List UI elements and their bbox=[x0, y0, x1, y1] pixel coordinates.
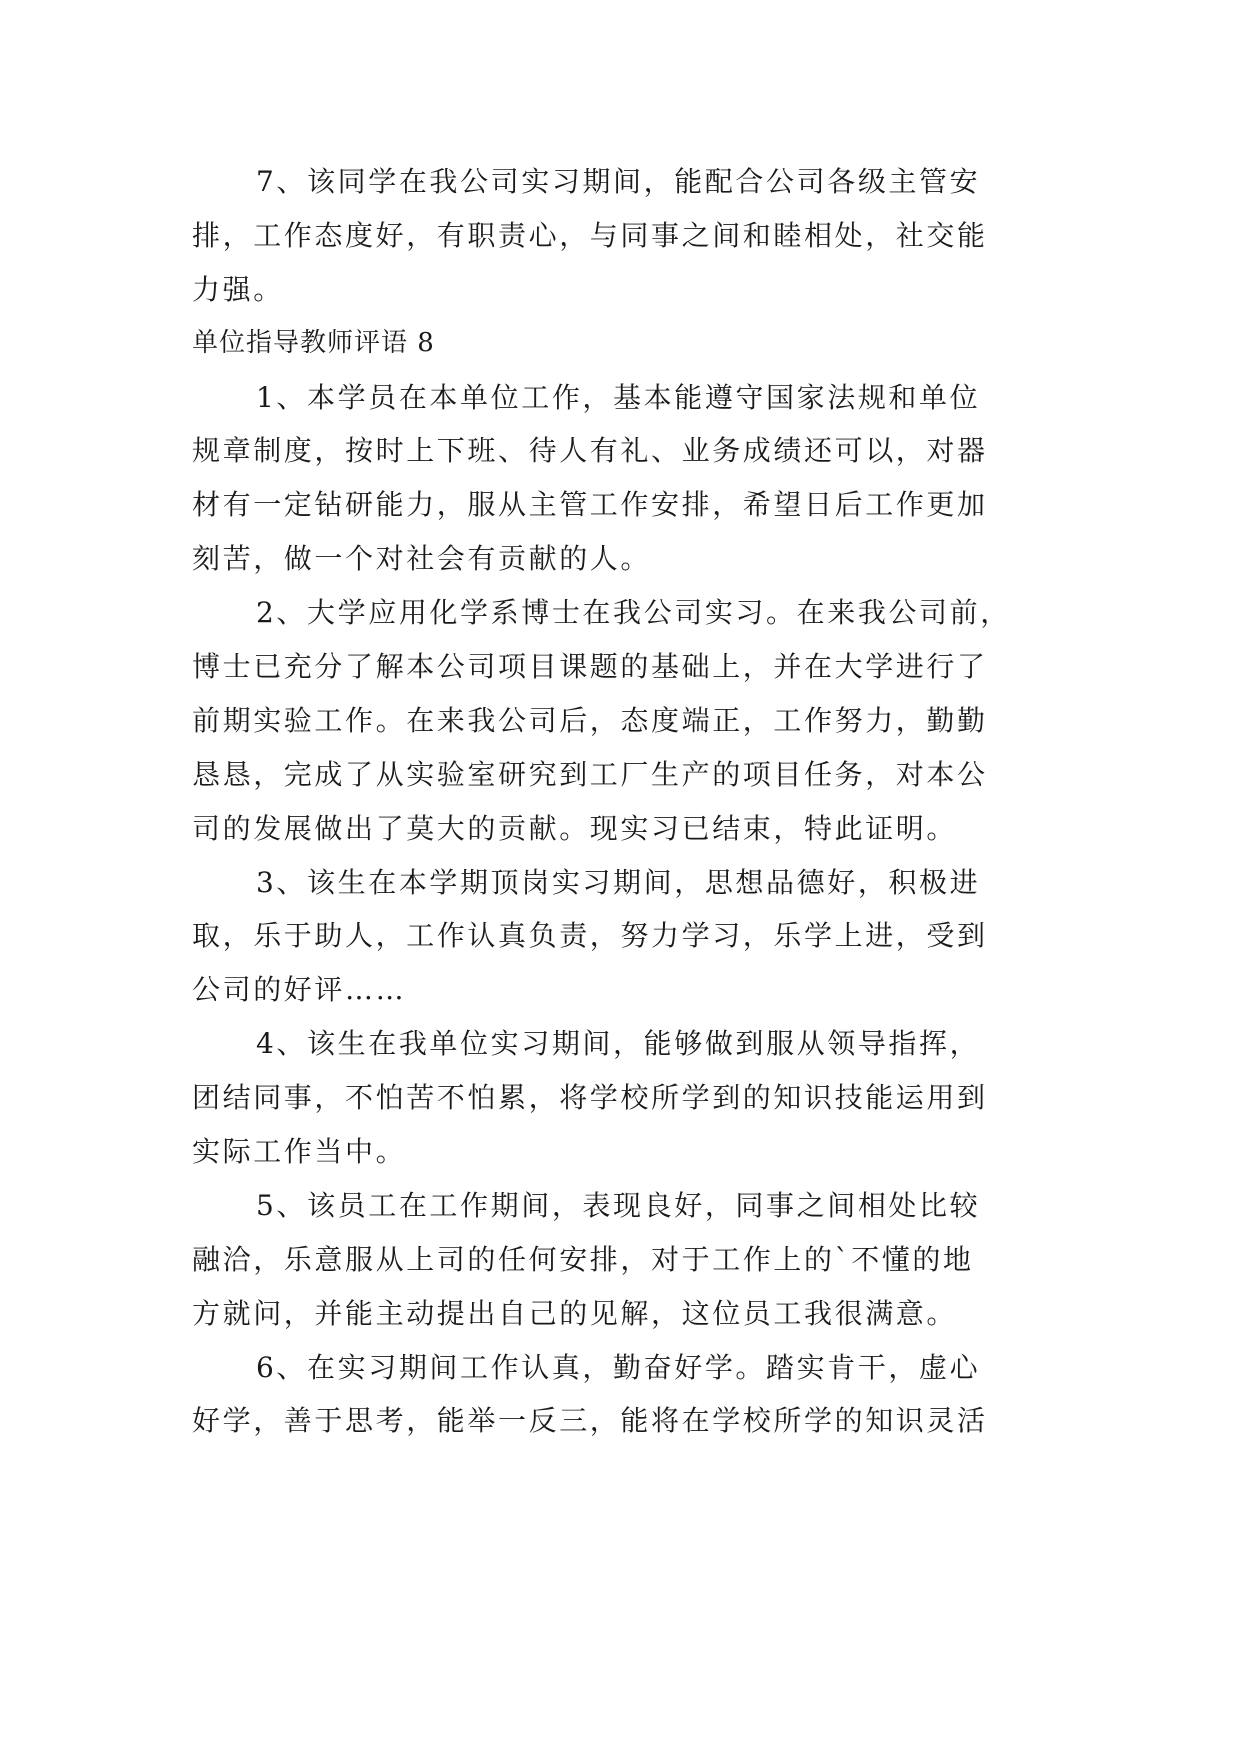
paragraph-1-line-3: 材有一定钻研能力，服从主管工作安排，希望日后工作更加 bbox=[192, 488, 988, 522]
paragraph-2-line-3: 前期实验工作。在来我公司后，态度端正，工作努力，勤勤 bbox=[192, 703, 988, 737]
document-page bbox=[192, 155, 1052, 1448]
paragraph-3-line-1: 3、该生在本学期顶岗实习期间，思想品德好，积极进 bbox=[256, 865, 981, 899]
paragraph-5-line-1: 5、该员工在工作期间，表现良好，同事之间相处比较 bbox=[256, 1188, 981, 1222]
paragraph-6-line-2: 好学，善于思考，能举一反三，能将在学校所学的知识灵活 bbox=[192, 1404, 988, 1438]
paragraph-2-line-1: 2、大学应用化学系博士在我公司实习。在来我公司前， bbox=[256, 596, 1011, 630]
paragraph-3-line-3: 公司的好评…… bbox=[192, 973, 407, 1007]
paragraph-2-line-2: 博士已充分了解本公司项目课题的基础上，并在大学进行了 bbox=[192, 650, 988, 684]
paragraph-1-line-2: 规章制度，按时上下班、待人有礼、业务成绩还可以，对器 bbox=[192, 434, 988, 468]
paragraph-7-line-2: 排，工作态度好，有职责心，与同事之间和睦相处，社交能 bbox=[192, 218, 988, 252]
paragraph-4-line-1: 4、该生在我单位实习期间，能够做到服从领导指挥， bbox=[256, 1027, 981, 1061]
paragraph-5-line-2: 融洽，乐意服从上司的任何安排，对于工作上的`不懂的地 bbox=[192, 1242, 974, 1276]
paragraph-4-line-3: 实际工作当中。 bbox=[192, 1135, 407, 1169]
paragraph-7-line-3: 力强。 bbox=[192, 272, 284, 306]
paragraph-2-line-5: 司的发展做出了莫大的贡献。现实习已结束，特此证明。 bbox=[192, 811, 958, 845]
paragraph-1-line-1: 1、本学员在本单位工作，基本能遵守国家法规和单位 bbox=[256, 380, 981, 414]
paragraph-3-line-2: 取，乐于助人，工作认真负责，努力学习，乐学上进，受到 bbox=[192, 919, 988, 953]
paragraph-4-line-2: 团结同事，不怕苦不怕累，将学校所学到的知识技能运用到 bbox=[192, 1081, 988, 1115]
section-heading: 单位指导教师评语 8 bbox=[192, 327, 435, 358]
paragraph-2-line-4: 恳恳，完成了从实验室研究到工厂生产的项目任务，对本公 bbox=[192, 757, 988, 791]
paragraph-1-line-4: 刻苦，做一个对社会有贡献的人。 bbox=[192, 542, 652, 576]
paragraph-5-line-3: 方就问，并能主动提出自己的见解，这位员工我很满意。 bbox=[192, 1296, 958, 1330]
paragraph-7-line-1: 7、该同学在我公司实习期间，能配合公司各级主管安 bbox=[256, 165, 981, 198]
paragraph-6-line-1: 6、在实习期间工作认真，勤奋好学。踏实肯干，虚心 bbox=[256, 1350, 981, 1384]
